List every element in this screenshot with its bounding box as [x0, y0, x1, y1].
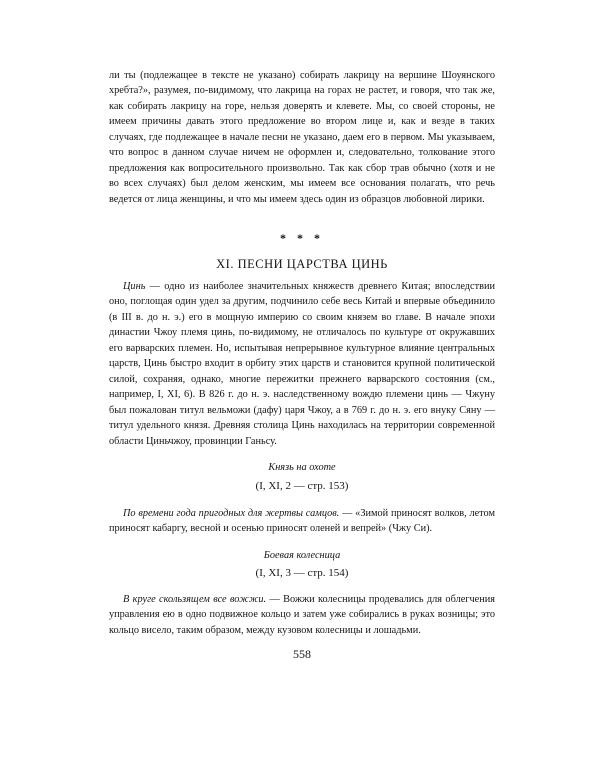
poem-title: Боевая колесница — [263, 550, 341, 561]
section-separator: * * * — [280, 231, 324, 245]
intro-term: Цинь — [123, 281, 146, 292]
note-text: — Вожжи колесницы продевались для облегчения управления ею в одно подвижное кольцо и затем уже собирались в руках возницы; это кольцо висело, таким образом, между кузовом колесницы и лошадьми. — [109, 594, 496, 636]
note-text: — «Зимой приносят волков, летом приносят кабаргу, весной и осенью приносят оленей и вепрей» (Чжу Си). — [109, 508, 495, 535]
continued-paragraph: ли ты (подлежащее в тексте не указано) собирать лакрицу на вершине Шоуянского хребта?», разумея, по-видимому, что лакрица на горах не растет, и говоря, что так же, как собирать лакрицу на горе, нельзя доверять и клевете. Мы, со своей стороны, не имеем причины давать этого предложение во втором лице и, как и везде в таких случаях, где подлежащее в начале песни не указано, даем его в первом. Мы указываем, что вопрос в данном случае ничем не оформлен и, следовательно, толкование этого предложения как вопросительного произвольно. Так как сбор трав обычно (хотя и не во всех случаях) был делом женским, мы имеем все основания полагать, что речь ведется от лица женщины, и что мы имеем здесь один из образцов любовной лирики. — [109, 70, 495, 205]
intro-text: — одно из наиболее значительных княжеств древнего Китая; впоследствии оно, поглощая один удел за другим, подчинило себе весь Китай и впервые объединило (в III в. до н. э.) его в мощную империю со своим князем во главе. В начале эпохи династии Чжоу племя цинь, по-видимому, не отличалось по культуре от окружавших его варварских племен. Но, испытывая непрерывное культурное влияние центральных царств, Цинь быстро входит в орбиту этих царств и становится крупной политической силой, сохраняя, однако, многие пережитки прежнего варварского состояния (см., например, I, XI, 6). В 826 г. до н. э. наследственному вождю племени цинь — Чжуну был пожалован титул вельможи (дафу) царя Чжоу, а в 769 г. до н. э. его внуку Сяну — титул удельного князя. Древняя столица Цинь находилась на территории современной области Циньчжоу, провинции Ганьсу. — [109, 281, 495, 447]
poem-reference: (I, XI, 3 — стр. 154) — [255, 567, 349, 579]
commentary-note — [109, 506, 495, 537]
intro-paragraph — [109, 279, 495, 449]
section-heading: XI. ПЕСНИ ЦАРСТВА ЦИНЬ — [216, 257, 388, 271]
commentary-note — [109, 592, 495, 638]
note-lemma: По времени года пригодных для жертвы самцов. — [123, 508, 340, 519]
note-lemma: В круге скользящем все вожжи. — [123, 594, 267, 605]
page-number: 558 — [293, 647, 311, 661]
poem-reference: (I, XI, 2 — стр. 153) — [255, 480, 349, 492]
poem-title: Князь на охоте — [268, 462, 336, 473]
